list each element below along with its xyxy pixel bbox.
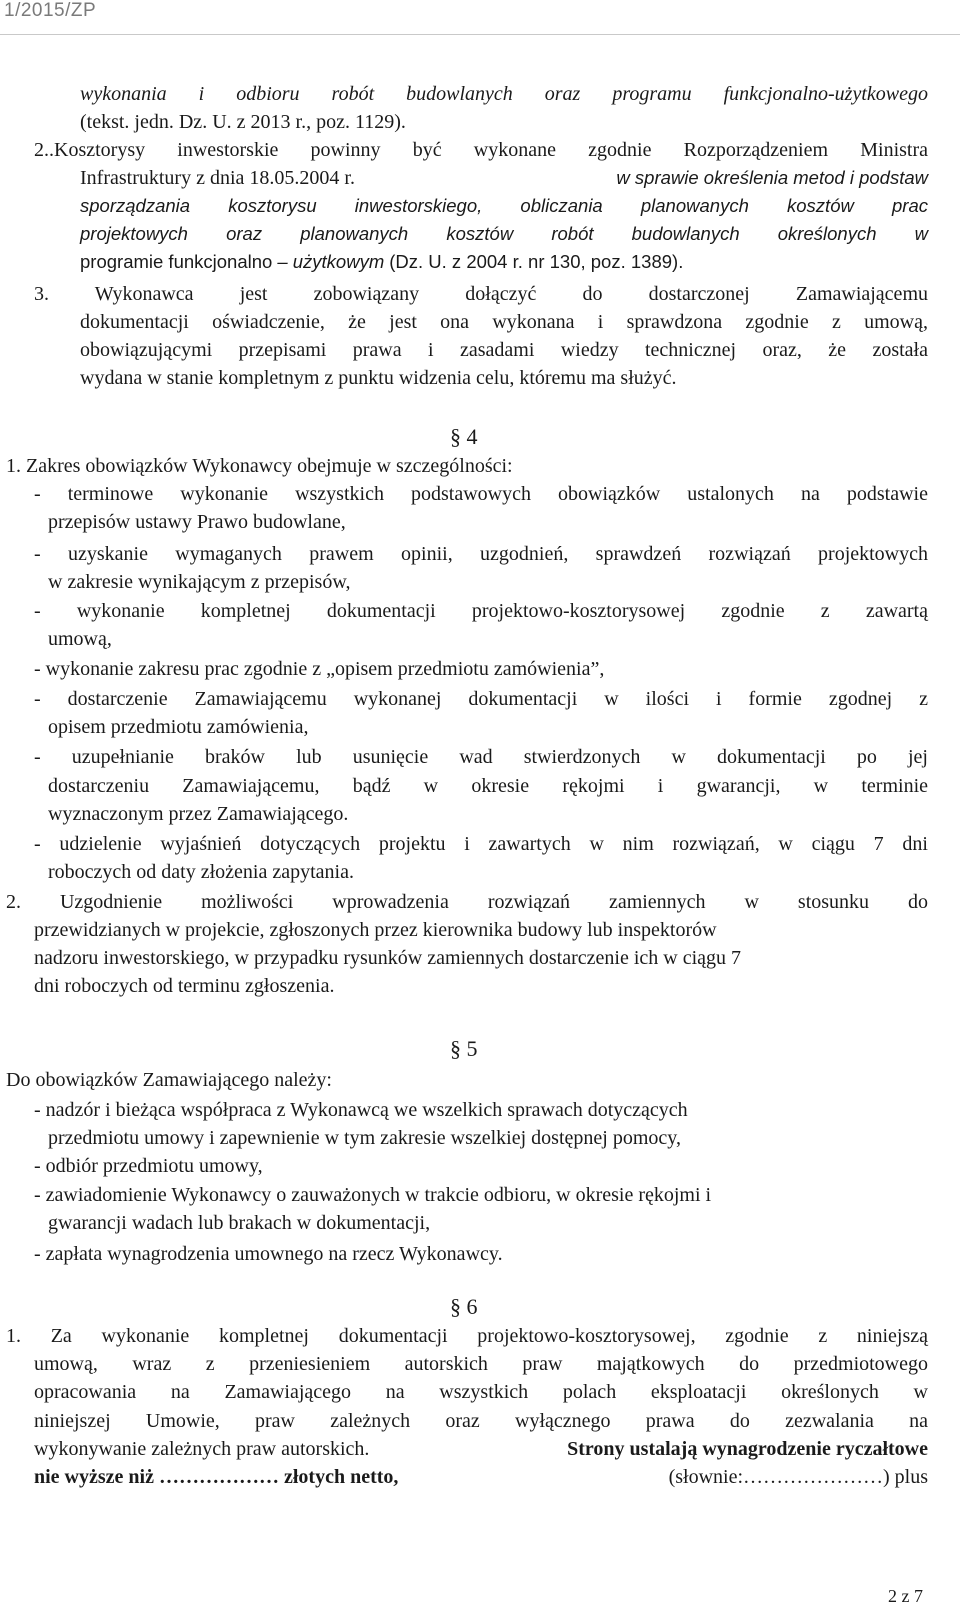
text-line (34, 1435, 928, 1463)
page-number: 2 z 7 (888, 1586, 923, 1606)
list-item: - zapłata wynagrodzenia umownego na rzecz Wykonawcy. (34, 1243, 503, 1265)
text-line: niniejszej Umowie, praw zależnych oraz wyłącznego prawa do zezwalania na (34, 1410, 928, 1432)
section-heading-4: § 4 (450, 424, 478, 449)
text-line: umową, (48, 628, 112, 650)
text-line (80, 248, 683, 276)
list-item: - odbiór przedmiotu umowy, (34, 1155, 263, 1177)
list-item: - nadzór i bieżąca współpraca z Wykonawcą we wszelkich sprawach dotyczących (34, 1099, 688, 1121)
text-line: przepisów ustawy Prawo budowlane, (48, 511, 346, 533)
list-item: - udzielenie wyjaśnień dotyczących projektu i zawartych w nim rozwiązań, w ciągu 7 dni (34, 833, 928, 855)
list-item: - dostarczenie Zamawiającemu wykonanej dokumentacji w ilości i formie zgodnej z (34, 688, 928, 710)
text-line: wydana w stanie kompletnym z punktu widzenia celu, któremu ma służyć. (80, 367, 677, 389)
text-line: 2..Kosztorysy inwestorskie powinny być wykonane zgodnie Rozporządzeniem Ministra (34, 139, 928, 161)
section-heading-6: § 6 (450, 1294, 478, 1319)
text-line: dokumentacji oświadczenie, że jest ona wykonana i sprawdzona zgodnie z umową, (80, 311, 928, 333)
text-line: gwarancji wadach lub brakach w dokumentacji, (48, 1212, 431, 1234)
list-item: - wykonanie kompletnej dokumentacji projektowo-kosztorysowej zgodnie z zawartą (34, 600, 928, 622)
text-line: Do obowiązków Zamawiającego należy: (6, 1069, 332, 1091)
text-line (34, 1463, 928, 1491)
list-item: - wykonanie zakresu prac zgodnie z „opisem przedmiotu zamówienia”, (34, 658, 605, 680)
text-span: nie wyższe niż ……………… złotych netto, (34, 1466, 399, 1488)
list-item: - zawiadomienie Wykonawcy o zauważonych w trakcie odbioru, w okresie rękojmi i (34, 1184, 712, 1206)
text-line: przedmiotu umowy i zapewnienie w tym zakresie wszelkiej dostępnej pomocy, (48, 1127, 681, 1149)
text-line: 3. Wykonawca jest zobowiązany dołączyć do dostarczonej Zamawiającemu (34, 283, 928, 305)
text-span: – użytkowym (277, 251, 385, 272)
text-line: obowiązującymi przepisami prawa i zasadami wiedzy technicznej oraz, że została (80, 339, 928, 361)
text-line: nadzoru inwestorskiego, w przypadku rysunków zamiennych dostarczenie ich w ciągu 7 (34, 947, 742, 969)
text-line: 1. Za wykonanie kompletnej dokumentacji projektowo-kosztorysowej, zgodnie z niniejszą (6, 1325, 928, 1347)
text-line: opisem przedmiotu zamówienia, (48, 716, 309, 738)
text-line: wykonania i odbioru robót budowlanych oraz programu funkcjonalno-użytkowego (80, 83, 928, 105)
section-heading-5: § 5 (450, 1036, 478, 1061)
text-line: sporządzania kosztorysu inwestorskiego, obliczania planowanych kosztów prac (80, 195, 928, 216)
document-reference: 1/2015/ZP (4, 0, 97, 21)
text-line: dostarczeniu Zamawiającemu, bądź w okresie rękojmi i gwarancji, w terminie (48, 775, 928, 797)
text-line: 1. Zakres obowiązków Wykonawcy obejmuje w szczególności: (6, 455, 513, 477)
text-line: roboczych od daty złożenia zapytania. (48, 861, 354, 883)
text-span: programie funkcjonalno (80, 251, 273, 272)
text-line: wyznaczonym przez Zamawiającego. (48, 803, 349, 825)
text-line: dni roboczych od terminu zgłoszenia. (34, 975, 335, 997)
list-item: - uzyskanie wymaganych prawem opinii, uzgodnień, sprawdzeń rozwiązań projektowych (34, 543, 928, 565)
text-span: wykonywanie zależnych praw autorskich. (34, 1438, 370, 1460)
header-divider (0, 34, 960, 35)
text-line: 2. Uzgodnienie możliwości wprowadzenia rozwiązań zamiennych w stosunku do (6, 891, 928, 913)
text-span: w sprawie określenia metod i podstaw (616, 167, 928, 188)
text-line: umową, wraz z przeniesieniem autorskich praw majątkowych do przedmiotowego (34, 1353, 928, 1375)
text-line: projektowych oraz planowanych kosztów robót budowlanych określonych w (80, 223, 928, 244)
text-span: (Dz. U. z 2004 r. nr 130, poz. 1389). (389, 251, 684, 272)
list-item: - terminowe wykonanie wszystkich podstawowych obowiązków ustalonych na podstawie (34, 483, 928, 505)
text-span: (słownie:…………………) plus (668, 1466, 928, 1488)
list-item: - uzupełnianie braków lub usunięcie wad stwierdzonych w dokumentacji po jej (34, 746, 928, 768)
text-line: przewidzianych w projekcie, zgłoszonych przez kierownika budowy lub inspektorów (34, 919, 717, 941)
text-line: opracowania na Zamawiającego na wszystkich polach eksploatacji określonych w (34, 1381, 928, 1403)
text-span: Infrastruktury z dnia 18.05.2004 r. (80, 167, 355, 189)
text-line (80, 164, 928, 192)
text-line: w zakresie wynikającym z przepisów, (48, 571, 351, 593)
text-line: (tekst. jedn. Dz. U. z 2013 r., poz. 1129). (80, 111, 406, 133)
text-span: Strony ustalają wynagrodzenie ryczałtowe (567, 1438, 928, 1460)
